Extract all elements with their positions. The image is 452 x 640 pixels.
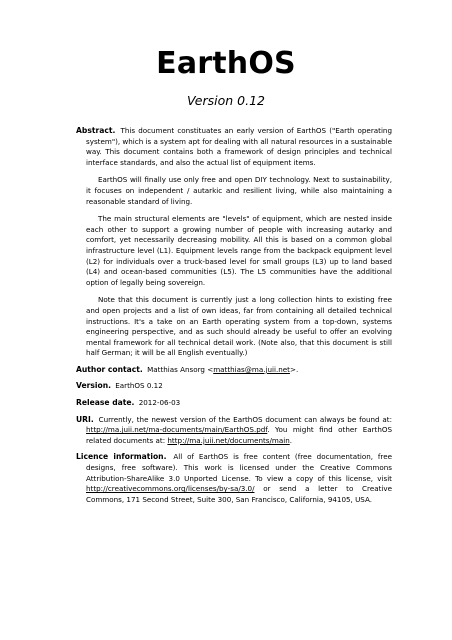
author-heading: Author contact. bbox=[76, 364, 143, 374]
document-body bbox=[76, 126, 392, 511]
abstract-paragraph-2: EarthOS will finally use only free and open DIY technology. Next to sustainability, it focuses on independent / autarkic and resilient living, while also maintaining a reasonable standard of living. bbox=[86, 175, 392, 206]
abstract-paragraph-3: The main structural elements are "levels" of equipment, which are nested inside each other to support a growing number of people with increasing autarky and comfort, yet necessarily decreasing mobility. All this is based on a common global infrastructure level (L1). Equipment levels range from the backpack equipment level (L2) for individuals over a truck-based level for small groups (L3) up to land based (L4) and ocean-based communities (L5). The L5 communities have the additional option of legally being sovereign. bbox=[86, 214, 392, 287]
licence-heading: Licence information. bbox=[76, 452, 167, 462]
related-documents-link[interactable]: http://ma.juii.net/documents/main bbox=[167, 435, 290, 445]
uri-heading: URI. bbox=[76, 414, 94, 424]
version-section bbox=[76, 381, 392, 392]
license-link[interactable]: http://creativecommons.org/licenses/by-sa/3.0/ bbox=[86, 484, 255, 494]
abstract-section bbox=[76, 126, 392, 359]
author-name: Matthias Ansorg < bbox=[147, 364, 214, 374]
version-heading: Version. bbox=[76, 381, 111, 391]
release-value: 2012-06-03 bbox=[138, 398, 181, 408]
abstract-paragraph-4: Note that this document is currently just a long collection hints to existing free and open projects and a list of own ideas, far from containing all detailed technical instructions. It's a take on an Earth operating system from a top-down, systems engineering perspective, and as such should already be useful to offer an evolving mental framework for all technical detail work. (Note also, that this document is still half German; it will be all English eventually.) bbox=[86, 295, 392, 358]
document-pdf-link[interactable]: http://ma.juii.net/ma-documents/main/EarthOS.pdf bbox=[86, 425, 268, 435]
document-version: Version 0.12 bbox=[186, 93, 265, 108]
uri-section: URI. Currently, the newest version of the EarthOS document can always be found at: http://ma.juii.net/ma-documents/main/EarthOS.pdf. You might find other EarthOS related documents at: http://ma.juii.net/documents/main. bbox=[76, 414, 392, 445]
abstract-heading: Abstract. bbox=[76, 126, 116, 135]
version-value: EarthOS 0.12 bbox=[115, 381, 163, 391]
licence-section: Licence information. All of EarthOS is free content (free documentation, free designs, free software). This work is licensed under the Creative Commons Attribution-ShareAlike 3.0 Unported License. To view a copy of this license, visit http://creativecommons.org/licenses/by-sa/3.0/ or send a letter to Creative Commons, 171 Second Street, Suite 300, San Francisco, California, 94105, USA. bbox=[76, 452, 392, 504]
author-email-link[interactable]: matthias@ma.juii.net bbox=[213, 364, 290, 374]
document-title: EarthOS bbox=[156, 46, 296, 81]
abstract-paragraph-1: Abstract. This document constituates an early version of EarthOS ("Earth operating system"), which is a system apt for dealing with all natural resources in a sustainable way. This document contains both a framework of design principles and technical interface standards, and also the actual list of equipment items. bbox=[76, 126, 392, 167]
release-section bbox=[76, 398, 392, 409]
author-section: Author contact. Matthias Ansorg <matthias@ma.juii.net>. bbox=[76, 364, 299, 374]
release-heading: Release date. bbox=[76, 398, 135, 408]
